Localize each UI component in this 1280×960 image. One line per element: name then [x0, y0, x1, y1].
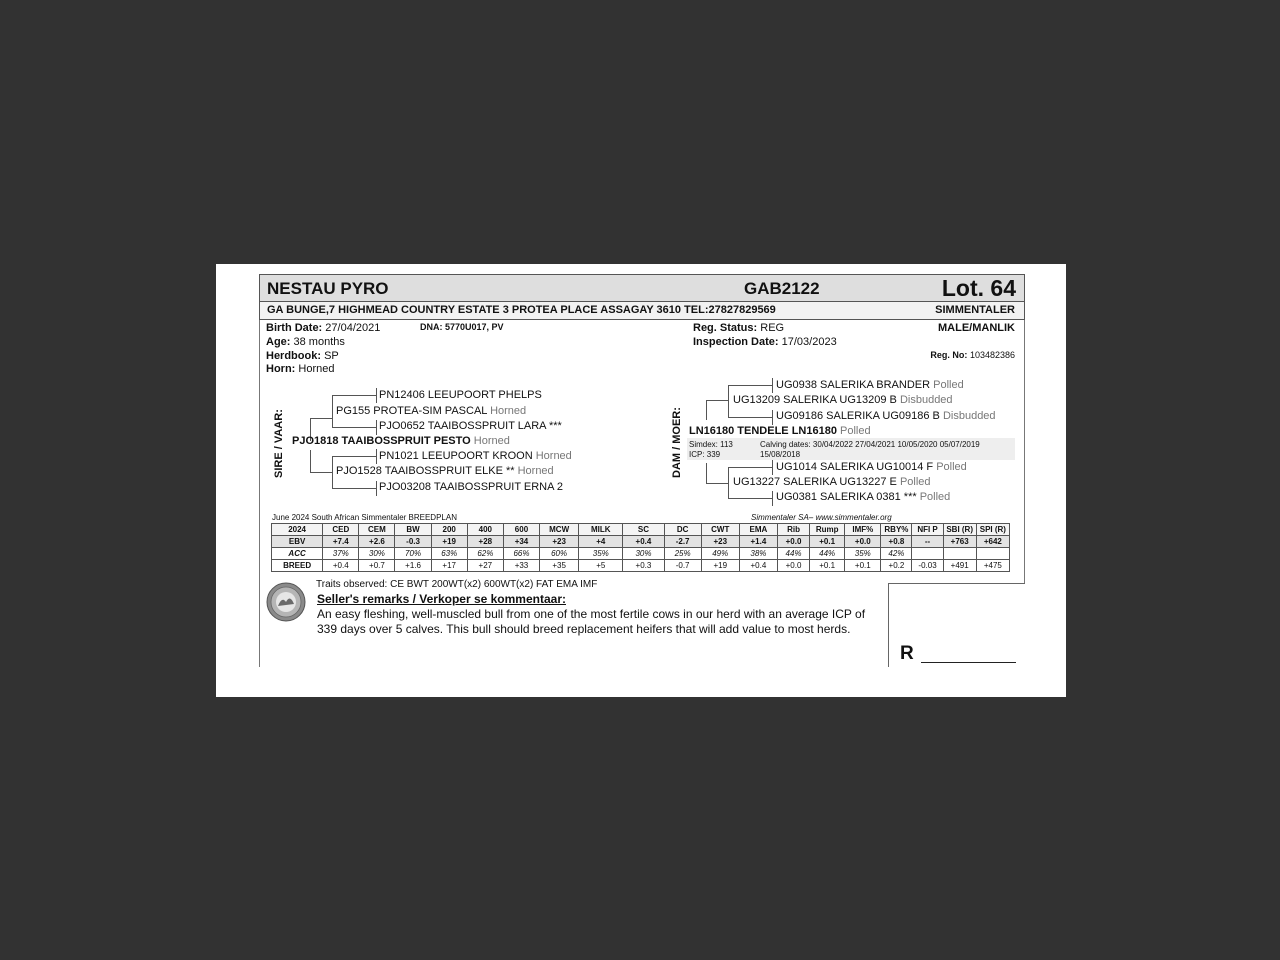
dss-connector	[728, 385, 772, 386]
ds-connector-top	[706, 400, 728, 401]
breedplan-title: June 2024 South African Simmentaler BREEDPLAN	[272, 513, 457, 522]
sex: MALE/MANLIK	[938, 322, 1015, 334]
sire-dam-id: PJO1528 TAAIBOSSPRUIT ELKE **	[336, 465, 515, 477]
sire-sire	[336, 405, 526, 417]
dam-calving-dates: Calving dates: 30/04/2022 27/04/2021 10/05/2020 05/07/2019	[760, 440, 980, 449]
ebv-cell: 25%	[664, 548, 701, 560]
sire-dam-sire-horn: Horned	[535, 450, 572, 462]
herdbook	[266, 350, 339, 362]
dam-dam-dam	[776, 491, 950, 503]
remarks-title: Seller's remarks / Verkoper se kommentaar:	[317, 592, 566, 606]
ebv-cell: SC	[623, 524, 664, 536]
ebv-cell: +2.6	[359, 536, 395, 548]
ebv-cell: +5	[579, 560, 623, 572]
ss-connector	[332, 395, 333, 427]
age-value: 38 months	[293, 336, 345, 348]
price-label: R	[900, 643, 914, 664]
ebv-cell: Rib	[777, 524, 809, 536]
dam-icp: ICP: 339	[689, 450, 721, 459]
dam-sire-dam-horn: Disbudded	[942, 410, 996, 422]
dam-dam-id: UG13227 SALERIKA UG13227 E	[733, 476, 897, 488]
dam-sire-sire-horn: Polled	[933, 379, 964, 391]
dam-dam-sire	[776, 461, 967, 473]
ebv-cell: NFI P	[912, 524, 943, 536]
age-label: Age:	[266, 336, 291, 348]
horn-status	[266, 363, 334, 375]
sire-dam-sire-id: PN1021 LEEUPOORT KROON	[379, 450, 533, 462]
age	[266, 336, 345, 348]
ebv-cell: +0.4	[739, 560, 777, 572]
sire-sire-horn: Horned	[490, 405, 527, 417]
ssd-tick	[376, 420, 377, 435]
dds-connector	[728, 467, 772, 468]
dam-sire	[733, 394, 953, 406]
dsd-tick	[772, 410, 773, 425]
ebv-cell: +35	[540, 560, 579, 572]
sire-id: PJO1818 TAAIBOSSPRUIT PESTO	[292, 435, 471, 447]
reg-number	[930, 350, 1015, 360]
traits-observed: Traits observed: CE BWT 200WT(x2) 600WT(x2) FAT EMA IMF	[316, 579, 598, 590]
ebv-cell: BREED	[272, 560, 323, 572]
ebv-cell: RBY%	[881, 524, 912, 536]
dam-dam-dam-id: UG0381 SALERIKA 0381 ***	[776, 491, 917, 503]
ebv-cell: 44%	[777, 548, 809, 560]
ebv-table	[271, 523, 1010, 572]
sss-tick	[376, 388, 377, 403]
ebv-cell: 30%	[623, 548, 664, 560]
ebv-cell: +0.0	[777, 560, 809, 572]
ebv-cell: 600	[503, 524, 539, 536]
ebv-cell: Rump	[810, 524, 845, 536]
ebv-cell: -0.03	[912, 560, 943, 572]
ebv-cell: -2.7	[664, 536, 701, 548]
ebv-cell: +0.0	[777, 536, 809, 548]
dam-simdex: Simdex: 113	[689, 440, 733, 449]
price-box[interactable]	[888, 583, 1025, 667]
sire	[292, 435, 510, 447]
sire-sire-id: PG155 PROTEA-SIM PASCAL	[336, 405, 487, 417]
ebv-cell: CEM	[359, 524, 395, 536]
dam-side-label: DAM / MOER:	[671, 407, 683, 478]
ebv-cell: +475	[976, 560, 1009, 572]
dam-sire-horn: Disbudded	[899, 394, 953, 406]
ebv-cell: 70%	[395, 548, 431, 560]
ebv-cell: --	[912, 536, 943, 548]
sdd-tick	[376, 481, 377, 496]
inspection-value: 17/03/2023	[781, 336, 837, 348]
society-seal-icon	[266, 582, 306, 622]
ebv-cell	[912, 548, 943, 560]
lot-header	[259, 274, 1025, 302]
ebv-cell: ACC	[272, 548, 323, 560]
inspection-label: Inspection Date:	[693, 336, 779, 348]
reg-no-label: Reg. No:	[930, 350, 968, 360]
dam-id: LN16180 TENDELE LN16180	[689, 425, 837, 437]
ebv-cell: 37%	[323, 548, 359, 560]
ebv-cell: +27	[467, 560, 503, 572]
ebv-cell: +1.4	[739, 536, 777, 548]
ebv-cell: +0.2	[881, 560, 912, 572]
ebv-cell: 2024	[272, 524, 323, 536]
ebv-cell: +23	[540, 536, 579, 548]
dd-connector	[728, 467, 729, 498]
dds-tick	[772, 460, 773, 475]
ebv-cell: DC	[664, 524, 701, 536]
ebv-cell: +7.4	[323, 536, 359, 548]
dam-sire-sire	[776, 379, 964, 391]
ebv-cell: 44%	[810, 548, 845, 560]
ebv-cell: +0.7	[359, 560, 395, 572]
ebv-cell: 35%	[845, 548, 881, 560]
sire-dam-horn: Horned	[517, 465, 554, 477]
herdbook-label: Herdbook:	[266, 350, 321, 362]
ebv-cell	[976, 548, 1009, 560]
dam-sire-id: UG13209 SALERIKA UG13209 B	[733, 394, 897, 406]
ebv-cell: +491	[943, 560, 976, 572]
ebv-cell: +23	[701, 536, 739, 548]
ebv-cell: BW	[395, 524, 431, 536]
ddd-connector	[728, 498, 772, 499]
lot-number: Lot. 64	[941, 275, 1016, 301]
ebv-cell: SPI (R)	[976, 524, 1009, 536]
ebv-cell: MCW	[540, 524, 579, 536]
ebv-cell: +33	[503, 560, 539, 572]
ebv-cell: 35%	[579, 548, 623, 560]
ebv-cell: 200	[431, 524, 467, 536]
dna-info: DNA: 5770U017, PV	[420, 322, 504, 332]
ebv-cell: SBI (R)	[943, 524, 976, 536]
sire-sire-dam: PJO0652 TAAIBOSSPRUIT LARA ***	[379, 420, 562, 432]
remarks-text: An easy fleshing, well-muscled bull from one of the most fertile cows in our herd with an average ICP of 339 days over 5 calves. This bull should breed replacement heifers that will add value to most herds.	[317, 607, 866, 636]
ebv-cell: +19	[431, 536, 467, 548]
price-entry-line[interactable]	[921, 662, 1016, 663]
ebv-cell: CWT	[701, 524, 739, 536]
reg-status-label: Reg. Status:	[693, 322, 758, 334]
ss-connector-top	[332, 395, 376, 396]
ebv-cell: -0.7	[664, 560, 701, 572]
sd-connector-bottom	[332, 488, 376, 489]
ebv-cell: +4	[579, 536, 623, 548]
ebv-cell: 30%	[359, 548, 395, 560]
ds-connector	[728, 385, 729, 417]
dam-sire-sire-id: UG0938 SALERIKA BRANDER	[776, 379, 931, 391]
reg-status-value: REG	[760, 322, 785, 334]
inspection-date	[693, 336, 837, 348]
ddd-tick	[772, 491, 773, 506]
birth-date	[266, 322, 380, 334]
dam-calving-dates-2: 15/08/2018	[760, 450, 801, 459]
ebv-header-row	[272, 524, 1010, 536]
breed-name: SIMMENTALER	[935, 304, 1015, 316]
dam-sire-dam	[776, 410, 996, 422]
frame-right-border	[1024, 320, 1025, 583]
ds-connector-upper	[706, 400, 707, 420]
ss-connector-bottom	[332, 427, 376, 428]
ebv-cell: +763	[943, 536, 976, 548]
breed-average-row	[272, 560, 1010, 572]
ebv-cell: 62%	[467, 548, 503, 560]
ebv-cell: 66%	[503, 548, 539, 560]
ebv-cell: 400	[467, 524, 503, 536]
sire-horn: Horned	[473, 435, 510, 447]
dam-horn: Polled	[840, 425, 871, 437]
sire-connector-top	[310, 418, 332, 419]
dss-tick	[772, 378, 773, 393]
breeder-row	[259, 302, 1025, 320]
accuracy-row	[272, 548, 1010, 560]
ebv-cell: 60%	[540, 548, 579, 560]
dd-connector-lower	[706, 463, 707, 483]
sire-side-label: SIRE / VAAR:	[273, 409, 285, 478]
ebv-cell: IMF%	[845, 524, 881, 536]
dam-dam-sire-horn: Polled	[936, 461, 967, 473]
ebv-cell	[943, 548, 976, 560]
ebv-cell: +0.1	[810, 560, 845, 572]
birth-date-value: 27/04/2021	[325, 322, 381, 334]
dam	[689, 425, 871, 437]
ebv-cell: +0.1	[810, 536, 845, 548]
horn-label: Horn:	[266, 363, 296, 375]
animal-name: NESTAU PYRO	[267, 279, 389, 298]
sire-connector-bottom	[310, 472, 332, 473]
breeder-address: GA BUNGE,7 HIGHMEAD COUNTRY ESTATE 3 PROTEA PLACE ASSAGAY 3610 TEL:27827829569	[267, 304, 776, 316]
ebv-cell: CED	[323, 524, 359, 536]
sire-dam	[336, 465, 554, 477]
lot-card	[216, 264, 1066, 697]
ebv-cell: +0.1	[845, 560, 881, 572]
ebv-cell: +28	[467, 536, 503, 548]
dam-dam	[733, 476, 931, 488]
horn-value: Horned	[298, 363, 335, 375]
ebv-cell: +0.4	[323, 560, 359, 572]
ebv-cell: MILK	[579, 524, 623, 536]
ebv-cell: -0.3	[395, 536, 431, 548]
ebv-cell: 49%	[701, 548, 739, 560]
reg-no-value: 103482386	[969, 350, 1015, 360]
sd-connector	[332, 456, 333, 488]
sire-dam-dam: PJO03208 TAAIBOSSPRUIT ERNA 2	[379, 481, 564, 493]
breedplan-source: Simmentaler SA– www.simmentaler.org	[751, 513, 892, 522]
ebv-cell: 42%	[881, 548, 912, 560]
ebv-cell: 63%	[431, 548, 467, 560]
ebv-cell: 38%	[739, 548, 777, 560]
reg-status	[693, 322, 784, 334]
dam-dam-horn: Polled	[899, 476, 931, 488]
dd-connector-bottom	[706, 483, 728, 484]
sire-connector-low	[310, 450, 311, 472]
dsd-connector	[728, 417, 772, 418]
dam-performance-box	[687, 438, 1015, 460]
dam-dam-sire-id: UG1014 SALERIKA UG10014 F	[776, 461, 934, 473]
ebv-cell: +17	[431, 560, 467, 572]
ebv-cell: +1.6	[395, 560, 431, 572]
ebv-cell: +19	[701, 560, 739, 572]
ebv-cell: +0.8	[881, 536, 912, 548]
herdbook-value: SP	[324, 350, 339, 362]
animal-code: GAB2122	[744, 279, 820, 298]
ebv-cell: +0.3	[623, 560, 664, 572]
sds-tick	[376, 449, 377, 464]
ebv-cell: +34	[503, 536, 539, 548]
frame-left-border	[259, 320, 260, 667]
ebv-cell: EBV	[272, 536, 323, 548]
ebv-cell: +642	[976, 536, 1009, 548]
sire-sire-sire: PN12406 LEEUPOORT PHELPS	[379, 389, 542, 401]
ebv-cell: +0.0	[845, 536, 881, 548]
sd-connector-top	[332, 456, 376, 457]
ebv-values-row	[272, 536, 1010, 548]
sire-dam-sire	[379, 450, 572, 462]
birth-date-label: Birth Date:	[266, 322, 323, 334]
dam-sire-dam-id: UG09186 SALERIKA UG09186 B	[776, 410, 940, 422]
ebv-cell: EMA	[739, 524, 777, 536]
dam-dam-dam-horn: Polled	[919, 491, 951, 503]
ebv-cell: +0.4	[623, 536, 664, 548]
